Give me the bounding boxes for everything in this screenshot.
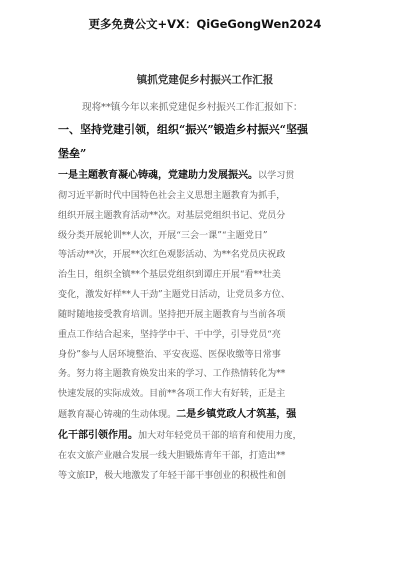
body-line: 治生日，组织全镇**个基层党组织到谭庄开展“看**壮美 [58,270,281,281]
body-line: 快速发展的实际成效。目前**各项工作大有好转，正是主 [58,389,286,400]
body-paragraph [58,166,358,487]
body-line: 组织开展主题教育活动**次。对基层党组织书记、党员分 [58,210,286,221]
body-line: 化干部引领作用。加大对年轻党员干部的培育和使用力度， [58,429,302,441]
intro-paragraph: 现将**镇今年以来抓党建促乡村振兴工作汇报如下： [82,102,303,113]
body-line: 随时随地接受教育培训。坚持把开展主题教育与当前各项 [58,309,286,320]
body-line: 一是主题教育凝心铸魂，党建助力发展振兴。以学习贯 [58,170,295,181]
section-heading-1 [58,118,358,166]
body-line: 在农文旅产业融合发展一线大胆锻炼青年干部，打造出** [58,450,286,461]
body-line: 务。努力将主题教育焕发出来的学习、工作热情转化为** [58,369,286,380]
body-line: 级分类开展轮训**人次，开展“三会一课”“主题党日” [58,230,268,241]
body-line: 等文旅IP，极大地激发了年轻干部干事创业的积极性和创 [58,470,286,481]
body-line: 重点工作结合起来，坚持学中干、干中学，引导党员“亮 [58,329,281,340]
document-title: 镇抓党建促乡村振兴工作汇报 [136,74,274,86]
body-line: 题教育凝心铸魂的生动体现。二是乡镇党政人才筑基，强 [58,409,297,421]
body-line: 身份”参与人居环境整治、平安夜巡、医保收缴等日常事 [58,349,281,360]
body-line: 变化，激发好样**人干劲”主题党日活动，让党员多方位、 [58,290,290,301]
body-line: 彻习近平新时代中国特色社会主义思想主题教育为抓手， [58,190,286,201]
section-heading-line-1: 一、坚持党建引领，组织“振兴”锻造乡村振兴“坚强 [58,123,308,136]
promo-header: 更多免费公文+VX：QiGeGongWen2024 [88,17,322,31]
section-heading-line-2: 堡垒” [58,147,87,160]
subpoint-2-heading-cont: 化干部引领作用。 [58,429,138,441]
subpoint-2-heading: 二是乡镇党政人才筑基，强 [176,409,297,421]
body-line: 等活动**次，开展**次红色观影活动、为**名党员庆祝政 [58,250,286,261]
subpoint-1-heading: 一是主题教育凝心铸魂，党建助力发展振兴。 [58,170,258,181]
